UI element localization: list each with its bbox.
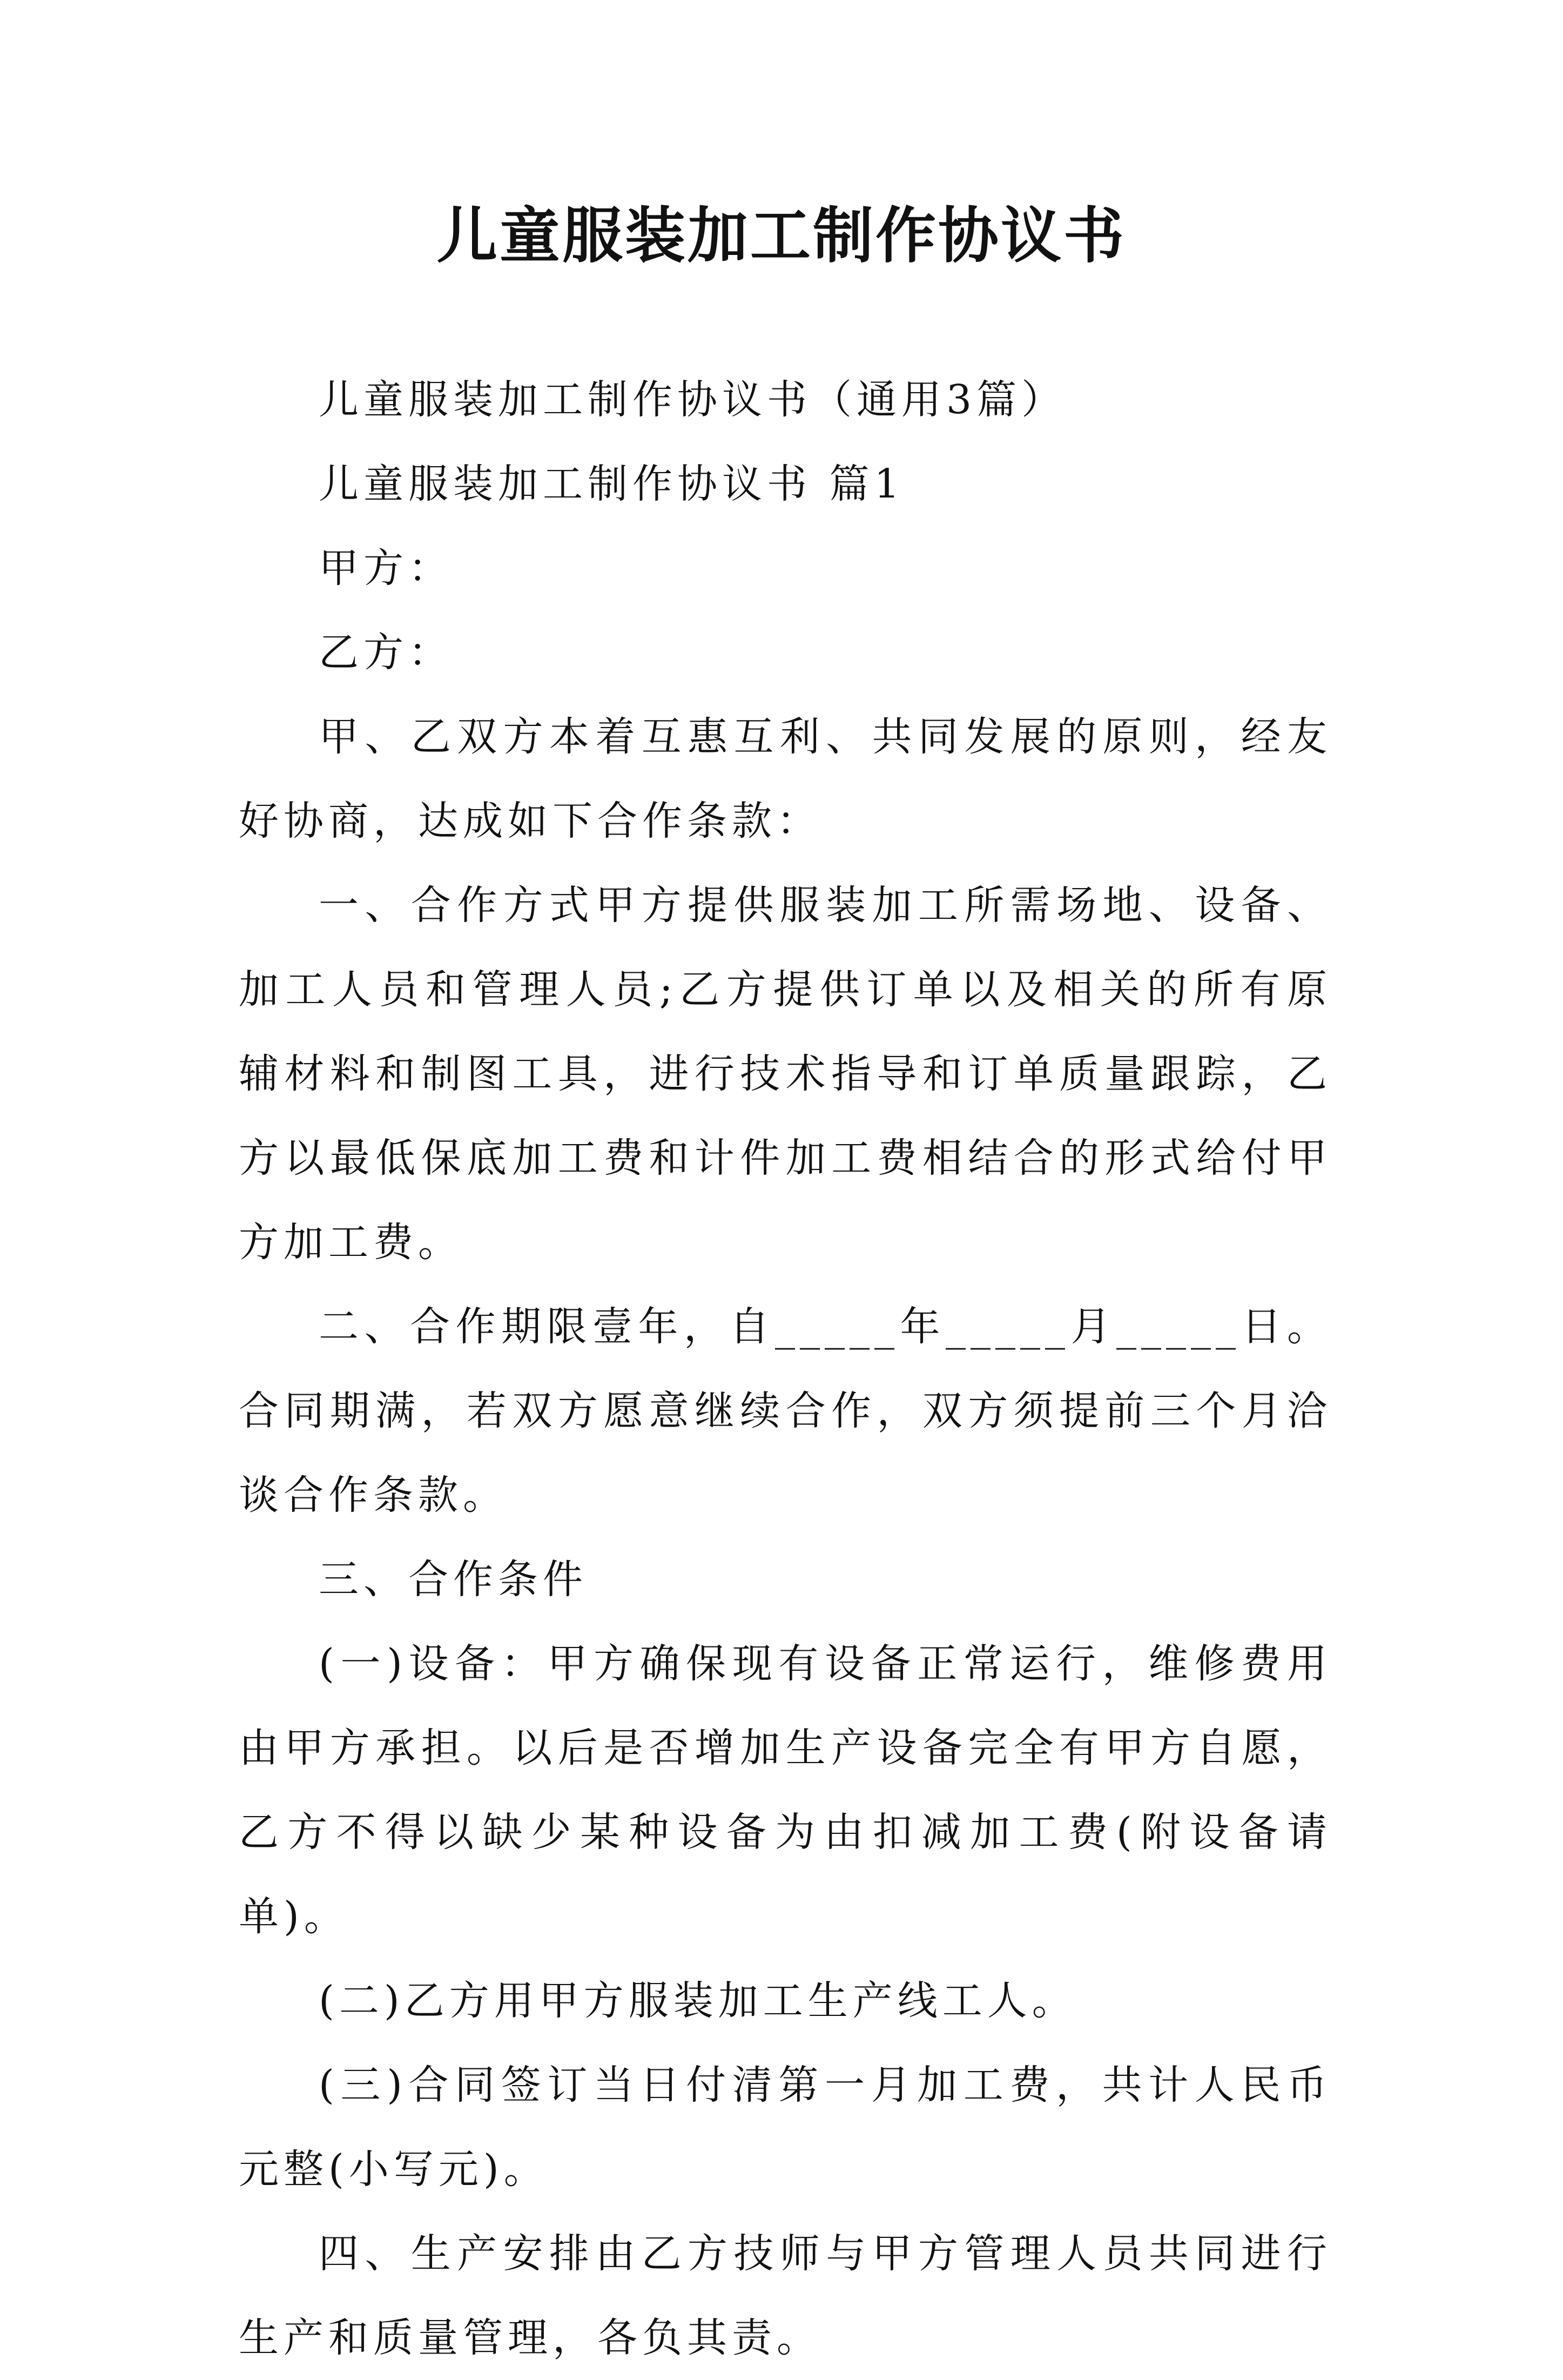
document-body [239,358,1332,2380]
paragraph-condition-payment: (三)合同签订当日付清第一月加工费，共计人民币元整(小写元)。 [239,2062,1332,2193]
paragraph-party-b: 乙方： [319,629,453,676]
document-title: 儿童服装加工制作协议书 [437,200,1126,271]
paragraph-production-arrangement: 四、生产安排由乙方技师与甲方管理人员共同进行生产和质量管理，各负其责。 [239,2230,1332,2361]
paragraph-cooperation-method: 一、合作方式甲方提供服装加工所需场地、设备、加工人员和管理人员;乙方提供订单以及相关的所有原辅材料和制图工具，进行技术指导和订单质量跟踪，乙方以最低保底加工费和计件加工费相结合的形式给付甲方加工费。 [239,882,1332,1266]
paragraph-conditions-heading: 三、合作条件 [319,1556,588,1603]
paragraph-party-a: 甲方： [319,545,453,591]
paragraph-cooperation-term: 二、合作期限壹年，自_____年_____月_____日。合同期满，若双方愿意继续合作，双方须提前三个月洽谈合作条款。 [239,1303,1332,1518]
paragraph-condition-equipment: (一)设备：甲方确保现有设备正常运行，维修费用由甲方承担。以后是否增加生产设备完全有甲方自愿，乙方不得以缺少某种设备为由扣减加工费(附设备请单)。 [239,1641,1332,1940]
paragraph-section-heading: 儿童服装加工制作协议书 篇1 [319,461,905,507]
paragraph-subtitle: 儿童服装加工制作协议书（通用3篇） [319,377,1067,423]
paragraph-condition-workers: (二)乙方用甲方服装加工生产线工人。 [319,1978,1077,2024]
paragraph-preamble: 甲、乙双方本着互惠互利、共同发展的原则，经友好协商，达成如下合作条款： [239,714,1332,844]
